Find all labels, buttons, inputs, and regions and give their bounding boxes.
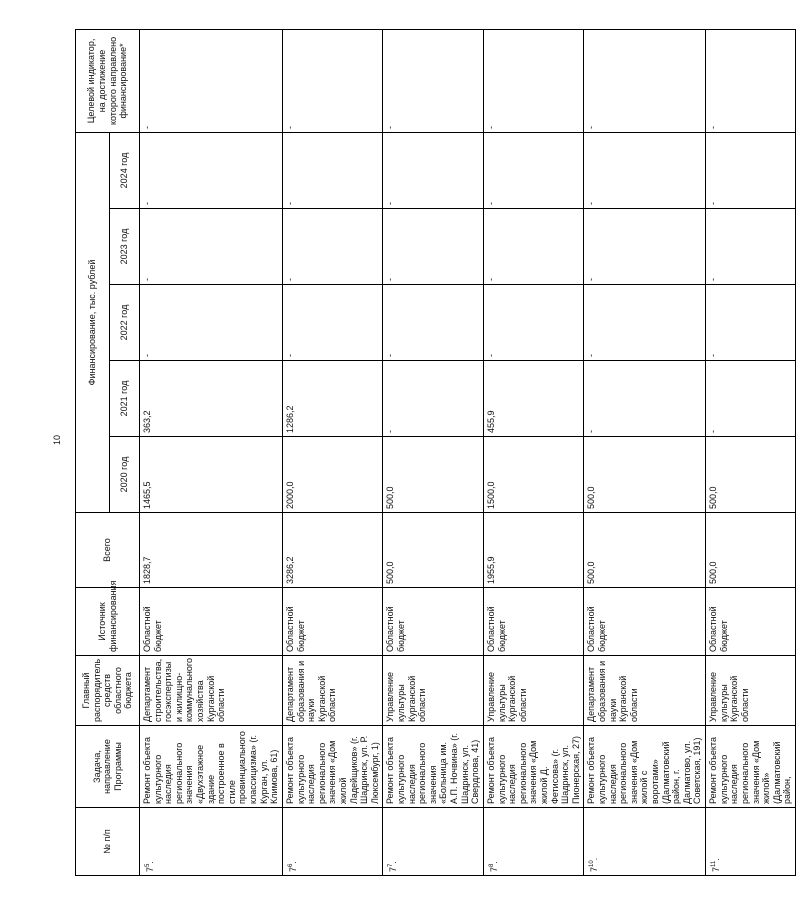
row-number-dot: .: [388, 861, 399, 864]
row-manager: Департамент образования и науки Курганской области: [282, 656, 382, 726]
row-manager: Департамент образования и науки Курганской области: [584, 656, 706, 726]
row-number: [140, 808, 283, 876]
row-year-2022: -: [584, 285, 706, 361]
table-row: [483, 29, 583, 875]
row-total: 500,0: [706, 513, 796, 588]
table-row: [706, 29, 796, 875]
row-year-2024: -: [383, 132, 483, 208]
row-indicator: -: [584, 29, 706, 132]
header-year-2022: 2022 год: [110, 285, 140, 361]
table-body: [140, 29, 796, 875]
row-task: Ремонт объекта культурного наследия регионального значения «Двухэтажное здание построенное в стиле провинциального классицизма» (г. Курган, ул. Климова, 61): [140, 726, 283, 808]
row-indicator: -: [706, 29, 796, 132]
row-number: [706, 808, 796, 876]
row-number-base: 7: [488, 866, 499, 872]
header-indicator: Целевой индикатор, на достижение которого направлено финансирование*: [76, 29, 140, 132]
row-manager: Департамент строительства, госэкспертизы и жилищно-коммунального хозяйства Курганской области: [140, 656, 283, 726]
row-number-base: 7: [388, 866, 399, 872]
row-year-2020: 500,0: [584, 437, 706, 513]
row-year-2020: 1465,5: [140, 437, 283, 513]
row-number-superscript: 7: [388, 863, 395, 867]
row-source: Областной бюджет: [383, 588, 483, 656]
row-total: 1828,7: [140, 513, 283, 588]
row-number-base: 7: [589, 866, 600, 872]
row-number: [584, 808, 706, 876]
row-indicator: -: [282, 29, 382, 132]
row-number-dot: .: [145, 861, 155, 864]
row-task: Ремонт объекта культурного наследия регионального значения «Больница им. А.П. Ночвина» (г. Шадринск, ул. Свердлова, 41): [383, 726, 483, 808]
row-number-dot: .: [589, 857, 600, 861]
header-total: Всего: [76, 513, 140, 588]
row-number-base: 7: [711, 866, 722, 872]
row-year-2023: -: [483, 209, 583, 285]
row-number: [483, 808, 583, 876]
row-year-2021: 363,2: [140, 361, 283, 437]
row-source: Областной бюджет: [584, 588, 706, 656]
table-row: [383, 29, 483, 875]
row-year-2021: 1286,2: [282, 361, 382, 437]
table-row: [140, 29, 283, 875]
row-indicator: -: [140, 29, 283, 132]
row-year-2021: -: [706, 361, 796, 437]
header-year-2024: 2024 год: [110, 132, 140, 208]
row-task: Ремонт объекта культурного наследия регионального значения «Дом жилой с воротами» (Далматовский район, г. Далматово, ул. Советская, 191): [584, 726, 706, 808]
row-indicator: -: [483, 29, 583, 132]
row-task: Ремонт объекта культурного наследия регионального значения «Дом жилой Ладейщиков» (г. Шадринск, ул. Р. Люксембург, 1): [282, 726, 382, 808]
row-number-dot: .: [287, 861, 298, 864]
row-year-2022: -: [383, 285, 483, 361]
row-year-2022: -: [140, 285, 283, 361]
row-indicator: -: [383, 29, 483, 132]
row-source: Областной бюджет: [140, 588, 283, 656]
row-total: 3286,2: [282, 513, 382, 588]
financing-table: [75, 29, 796, 876]
row-number-superscript: 8: [488, 863, 495, 867]
row-manager: Управление культуры Курганской области: [383, 656, 483, 726]
rotated-table-container: [75, 30, 793, 876]
row-total: 500,0: [584, 513, 706, 588]
header-year-2020: 2020 год: [110, 437, 140, 513]
row-manager: Управление культуры Курганской области: [706, 656, 796, 726]
row-year-2023: -: [282, 209, 382, 285]
row-number-base: 7: [287, 866, 298, 872]
row-number-superscript: 5: [145, 863, 151, 867]
header-year-2021: 2021 год: [110, 361, 140, 437]
row-year-2022: -: [282, 285, 382, 361]
row-source: Областной бюджет: [483, 588, 583, 656]
row-year-2024: -: [584, 132, 706, 208]
row-total: 500,0: [383, 513, 483, 588]
row-number: [383, 808, 483, 876]
row-number-dot: .: [711, 858, 722, 861]
header-manager: Главный распорядитель средств областного бюджета: [76, 656, 140, 726]
header-num: № п/п: [76, 808, 140, 876]
row-total: 1955,9: [483, 513, 583, 588]
row-source: Областной бюджет: [282, 588, 382, 656]
row-year-2020: 500,0: [383, 437, 483, 513]
page-number: 10: [52, 434, 63, 446]
row-year-2024: -: [140, 132, 283, 208]
row-year-2023: -: [584, 209, 706, 285]
row-year-2021: -: [383, 361, 483, 437]
row-year-2020: 500,0: [706, 437, 796, 513]
table-row: [584, 29, 706, 875]
row-year-2023: -: [140, 209, 283, 285]
header-year-2023: 2023 год: [110, 209, 140, 285]
row-year-2020: 2000,0: [282, 437, 382, 513]
row-year-2022: -: [706, 285, 796, 361]
row-year-2021: 455,9: [483, 361, 583, 437]
row-year-2020: 1500,0: [483, 437, 583, 513]
header-financing: Финансирование, тыс. рублей: [76, 132, 110, 512]
row-number-superscript: 11: [711, 860, 718, 867]
row-number-superscript: 10: [589, 860, 596, 867]
row-task: Ремонт объекта культурного наследия регионального значения «Дом жилой Д. Фетисова» (г. Шадринск, ул. Пионерская, 27): [483, 726, 583, 808]
row-number-superscript: 6: [287, 863, 294, 867]
row-number-base: 7: [145, 866, 155, 872]
row-year-2023: -: [383, 209, 483, 285]
row-number-dot: .: [488, 861, 499, 864]
row-year-2024: -: [706, 132, 796, 208]
row-number: [282, 808, 382, 876]
row-manager: Управление культуры Курганской области: [483, 656, 583, 726]
row-year-2022: -: [483, 285, 583, 361]
header-task: Задача, направление Программы: [76, 726, 140, 808]
row-year-2021: -: [584, 361, 706, 437]
row-task: Ремонт объекта культурного наследия регионального значения «Дом жилой» (Далматовский район,: [706, 726, 796, 808]
header-source: Источник финансирования: [76, 588, 140, 656]
row-source: Областной бюджет: [706, 588, 796, 656]
row-year-2023: -: [706, 209, 796, 285]
table-row: [282, 29, 382, 875]
row-year-2024: -: [483, 132, 583, 208]
row-year-2024: -: [282, 132, 382, 208]
